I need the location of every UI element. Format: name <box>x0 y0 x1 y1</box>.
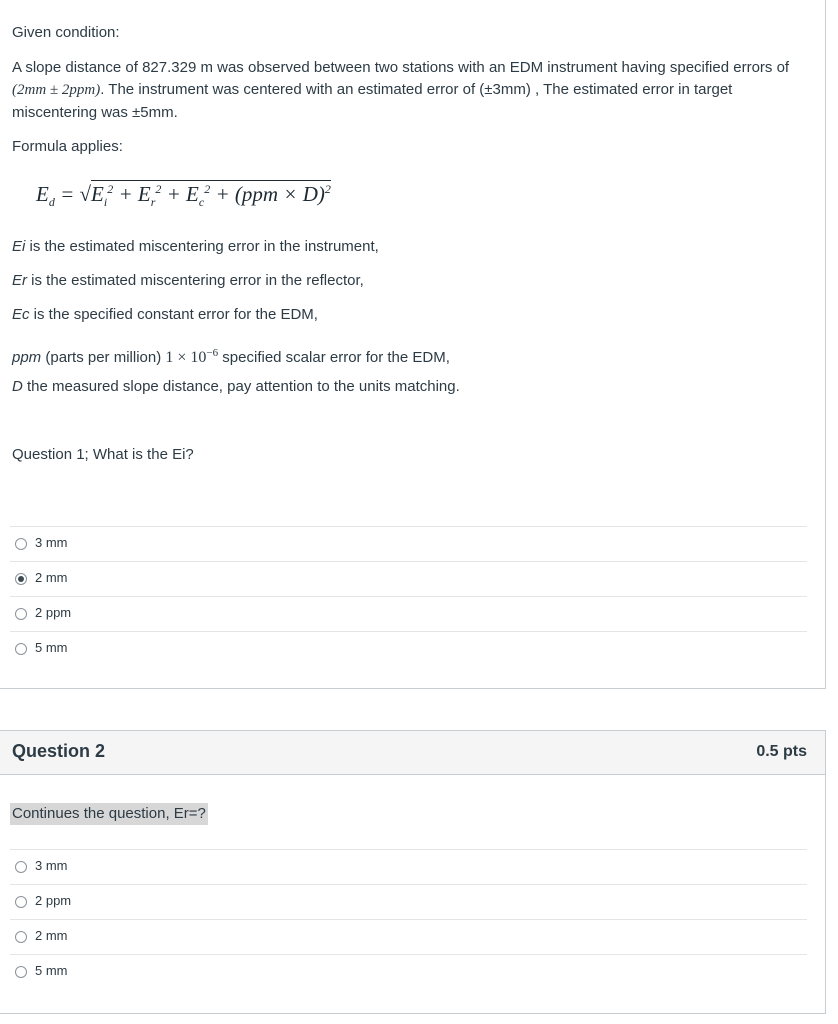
intro-line-3: miscentering was ±5mm. <box>12 104 178 121</box>
def-ppm-exp: −6 <box>206 347 219 359</box>
radio-button[interactable] <box>15 643 27 655</box>
def-ei <box>12 236 379 258</box>
answer-option[interactable] <box>10 919 807 954</box>
answer-label[interactable]: 5 mm <box>35 963 68 978</box>
question-1-options <box>10 526 807 666</box>
radio-button[interactable] <box>15 896 27 908</box>
question-2-points: 0.5 pts <box>756 743 807 760</box>
formula-label: Formula applies: <box>12 138 123 155</box>
def-ppm-text1: (parts per million) <box>41 349 166 366</box>
def-ei-var: Ei <box>12 238 26 255</box>
answer-option[interactable] <box>10 954 807 989</box>
intro-line-2-rest: . The instrument was centered with an estimated error of (±3mm) , The estimated error in target <box>100 81 733 98</box>
answer-label[interactable]: 3 mm <box>35 535 68 550</box>
answer-label[interactable]: 2 mm <box>35 570 68 585</box>
question-1-prompt: Question 1; What is the Ei? <box>12 446 194 463</box>
radio-button[interactable] <box>15 966 27 978</box>
def-d-text: the measured slope distance, pay attention to the units matching. <box>22 378 460 395</box>
question-2-header <box>0 731 825 775</box>
radio-button[interactable] <box>15 861 27 873</box>
def-ec <box>12 304 318 326</box>
def-ec-text: is the specified constant error for the EDM, <box>29 306 318 323</box>
radio-button[interactable] <box>15 608 27 620</box>
answer-option[interactable] <box>10 884 807 919</box>
def-er <box>12 270 364 292</box>
answer-label[interactable]: 3 mm <box>35 858 68 873</box>
question-2-prompt: Continues the question, Er=? <box>10 803 208 825</box>
answer-option[interactable] <box>10 561 807 596</box>
radio-button[interactable] <box>15 538 27 550</box>
answer-option[interactable] <box>10 849 807 884</box>
question-2-options <box>10 849 807 989</box>
error-formula: $E_d = √E_i^2 + E_r^2 + E_c^2 + (ppm \times D)^2$ <box>36 182 331 210</box>
answer-label[interactable]: 2 ppm <box>35 893 72 908</box>
intro-line-2 <box>12 79 732 101</box>
radio-button[interactable] <box>15 931 27 943</box>
answer-label[interactable]: 5 mm <box>35 640 68 655</box>
def-ec-var: Ec <box>12 306 30 323</box>
answer-label[interactable]: 2 mm <box>35 928 68 943</box>
def-d <box>12 376 460 398</box>
error-spec-math: (2mm ± 2ppm) <box>12 82 101 98</box>
radio-button-selected[interactable] <box>15 573 27 585</box>
def-ppm <box>12 342 450 369</box>
answer-option[interactable] <box>10 631 807 666</box>
def-d-var: D <box>12 378 23 395</box>
def-ppm-text2: specified scalar error for the EDM, <box>218 349 450 366</box>
def-ppm-var: ppm <box>12 349 42 366</box>
answer-option[interactable] <box>10 596 807 631</box>
answer-option[interactable] <box>10 526 807 561</box>
answer-label[interactable]: 2 ppm <box>35 605 72 620</box>
given-condition-label: Given condition: <box>12 24 120 41</box>
def-ei-text: is the estimated miscentering error in the instrument, <box>25 238 379 255</box>
question-2-panel <box>0 730 826 1014</box>
intro-line-1: A slope distance of 827.329 m was observed between two stations with an EDM instrument having specified errors of <box>12 59 790 76</box>
question-2-title: Question 2 <box>12 741 106 761</box>
def-er-text: is the estimated miscentering error in the reflector, <box>27 272 364 289</box>
def-er-var: Er <box>12 272 27 289</box>
def-ppm-math: 1 × 10 <box>165 349 207 366</box>
